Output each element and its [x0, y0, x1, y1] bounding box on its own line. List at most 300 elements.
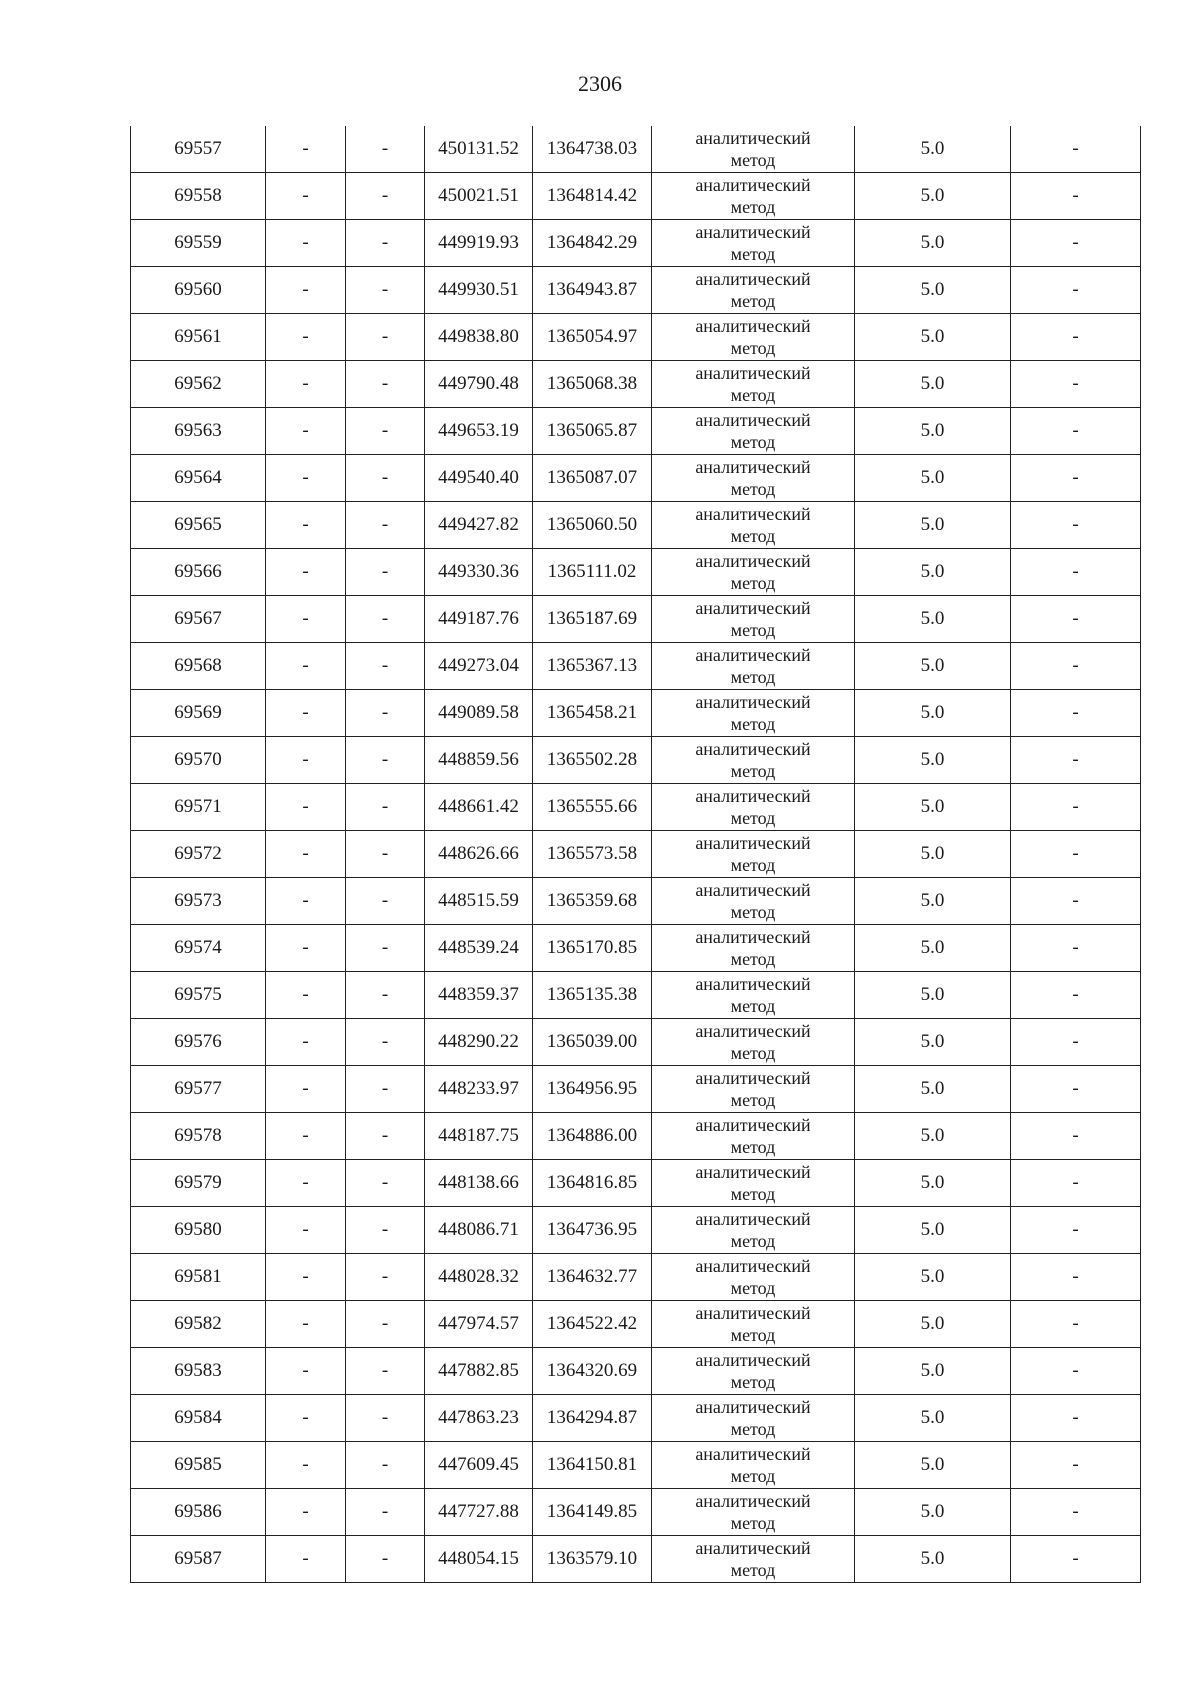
x-coordinate-cell: 448028.32: [425, 1254, 533, 1301]
method-cell: [652, 1207, 855, 1254]
point-number-cell: 69577: [131, 1066, 266, 1113]
method-line-2: метод: [730, 573, 776, 593]
accuracy-cell: 5.0: [855, 596, 1011, 643]
y-coordinate-cell: 1364943.87: [533, 267, 652, 314]
blank-cell-b: -: [346, 502, 425, 549]
method-cell: [652, 455, 855, 502]
blank-cell-a: -: [266, 267, 346, 314]
note-cell: -: [1011, 126, 1141, 173]
method-line-2: метод: [730, 479, 776, 499]
method-line-2: метод: [730, 855, 776, 875]
table-row: [131, 267, 1141, 314]
point-number-cell: 69575: [131, 972, 266, 1019]
x-coordinate-cell: 449653.19: [425, 408, 533, 455]
blank-cell-b: -: [346, 1536, 425, 1583]
method-line-2: метод: [730, 949, 776, 969]
method-line-2: метод: [730, 1372, 776, 1392]
x-coordinate-cell: 449427.82: [425, 502, 533, 549]
point-number-cell: 69584: [131, 1395, 266, 1442]
method-cell: [652, 220, 855, 267]
method-line-2: метод: [730, 244, 776, 264]
method-line-2: метод: [730, 1325, 776, 1345]
accuracy-cell: 5.0: [855, 220, 1011, 267]
y-coordinate-cell: 1365573.58: [533, 831, 652, 878]
blank-cell-a: -: [266, 1536, 346, 1583]
blank-cell-b: -: [346, 690, 425, 737]
table-row: [131, 878, 1141, 925]
blank-cell-b: -: [346, 267, 425, 314]
table-row: [131, 455, 1141, 502]
blank-cell-b: -: [346, 737, 425, 784]
blank-cell-b: -: [346, 643, 425, 690]
method-line-1: аналитический: [695, 1350, 811, 1370]
x-coordinate-cell: 448859.56: [425, 737, 533, 784]
point-number-cell: 69571: [131, 784, 266, 831]
point-number-cell: 69581: [131, 1254, 266, 1301]
point-number-cell: 69566: [131, 549, 266, 596]
method-line-1: аналитический: [695, 1491, 811, 1511]
note-cell: -: [1011, 220, 1141, 267]
blank-cell-b: -: [346, 408, 425, 455]
method-cell: [652, 1442, 855, 1489]
method-cell: [652, 831, 855, 878]
method-line-1: аналитический: [695, 833, 811, 853]
method-cell: [652, 1254, 855, 1301]
table-row: [131, 1066, 1141, 1113]
blank-cell-a: -: [266, 1489, 346, 1536]
point-number-cell: 69565: [131, 502, 266, 549]
blank-cell-b: -: [346, 173, 425, 220]
y-coordinate-cell: 1364320.69: [533, 1348, 652, 1395]
method-line-2: метод: [730, 1090, 776, 1110]
table-row: [131, 1113, 1141, 1160]
blank-cell-b: -: [346, 925, 425, 972]
x-coordinate-cell: 449790.48: [425, 361, 533, 408]
table-row: [131, 502, 1141, 549]
y-coordinate-cell: 1364149.85: [533, 1489, 652, 1536]
point-number-cell: 69573: [131, 878, 266, 925]
x-coordinate-cell: 448539.24: [425, 925, 533, 972]
blank-cell-a: -: [266, 784, 346, 831]
x-coordinate-cell: 448233.97: [425, 1066, 533, 1113]
y-coordinate-cell: 1364150.81: [533, 1442, 652, 1489]
blank-cell-a: -: [266, 408, 346, 455]
y-coordinate-cell: 1365111.02: [533, 549, 652, 596]
accuracy-cell: 5.0: [855, 1066, 1011, 1113]
x-coordinate-cell: 447863.23: [425, 1395, 533, 1442]
note-cell: -: [1011, 1254, 1141, 1301]
note-cell: -: [1011, 1442, 1141, 1489]
point-number-cell: 69587: [131, 1536, 266, 1583]
note-cell: -: [1011, 878, 1141, 925]
method-line-2: метод: [730, 620, 776, 640]
method-cell: [652, 1395, 855, 1442]
blank-cell-b: -: [346, 314, 425, 361]
blank-cell-a: -: [266, 502, 346, 549]
accuracy-cell: 5.0: [855, 972, 1011, 1019]
accuracy-cell: 5.0: [855, 1019, 1011, 1066]
x-coordinate-cell: 448661.42: [425, 784, 533, 831]
table-row: [131, 784, 1141, 831]
blank-cell-b: -: [346, 784, 425, 831]
note-cell: -: [1011, 267, 1141, 314]
note-cell: -: [1011, 1207, 1141, 1254]
method-line-1: аналитический: [695, 598, 811, 618]
point-number-cell: 69567: [131, 596, 266, 643]
table-row: [131, 1348, 1141, 1395]
method-cell: [652, 267, 855, 314]
method-line-2: метод: [730, 761, 776, 781]
y-coordinate-cell: 1363579.10: [533, 1536, 652, 1583]
method-cell: [652, 1113, 855, 1160]
blank-cell-a: -: [266, 925, 346, 972]
method-line-2: метод: [730, 150, 776, 170]
method-line-1: аналитический: [695, 1021, 811, 1041]
x-coordinate-cell: 449919.93: [425, 220, 533, 267]
table-row: [131, 173, 1141, 220]
note-cell: -: [1011, 1348, 1141, 1395]
x-coordinate-cell: 449930.51: [425, 267, 533, 314]
note-cell: -: [1011, 502, 1141, 549]
y-coordinate-cell: 1365367.13: [533, 643, 652, 690]
y-coordinate-cell: 1364886.00: [533, 1113, 652, 1160]
method-cell: [652, 1066, 855, 1113]
y-coordinate-cell: 1364842.29: [533, 220, 652, 267]
point-number-cell: 69576: [131, 1019, 266, 1066]
y-coordinate-cell: 1365065.87: [533, 408, 652, 455]
blank-cell-b: -: [346, 455, 425, 502]
point-number-cell: 69564: [131, 455, 266, 502]
point-number-cell: 69563: [131, 408, 266, 455]
blank-cell-a: -: [266, 737, 346, 784]
point-number-cell: 69562: [131, 361, 266, 408]
note-cell: -: [1011, 690, 1141, 737]
x-coordinate-cell: 447727.88: [425, 1489, 533, 1536]
blank-cell-a: -: [266, 314, 346, 361]
blank-cell-a: -: [266, 1348, 346, 1395]
y-coordinate-cell: 1365060.50: [533, 502, 652, 549]
note-cell: -: [1011, 314, 1141, 361]
blank-cell-a: -: [266, 549, 346, 596]
note-cell: -: [1011, 455, 1141, 502]
blank-cell-a: -: [266, 1160, 346, 1207]
method-line-1: аналитический: [695, 551, 811, 571]
x-coordinate-cell: 449273.04: [425, 643, 533, 690]
accuracy-cell: 5.0: [855, 1113, 1011, 1160]
x-coordinate-cell: 447609.45: [425, 1442, 533, 1489]
x-coordinate-cell: 449089.58: [425, 690, 533, 737]
y-coordinate-cell: 1365054.97: [533, 314, 652, 361]
table-row: [131, 220, 1141, 267]
table-row: [131, 1254, 1141, 1301]
table-row: [131, 1160, 1141, 1207]
method-cell: [652, 314, 855, 361]
y-coordinate-cell: 1364736.95: [533, 1207, 652, 1254]
method-line-1: аналитический: [695, 410, 811, 430]
y-coordinate-cell: 1365187.69: [533, 596, 652, 643]
point-number-cell: 69582: [131, 1301, 266, 1348]
point-number-cell: 69572: [131, 831, 266, 878]
note-cell: -: [1011, 1019, 1141, 1066]
note-cell: -: [1011, 925, 1141, 972]
point-number-cell: 69570: [131, 737, 266, 784]
method-line-1: аналитический: [695, 457, 811, 477]
note-cell: -: [1011, 1066, 1141, 1113]
accuracy-cell: 5.0: [855, 502, 1011, 549]
x-coordinate-cell: 448187.75: [425, 1113, 533, 1160]
y-coordinate-cell: 1365170.85: [533, 925, 652, 972]
accuracy-cell: 5.0: [855, 690, 1011, 737]
y-coordinate-cell: 1364294.87: [533, 1395, 652, 1442]
blank-cell-b: -: [346, 1019, 425, 1066]
x-coordinate-cell: 448086.71: [425, 1207, 533, 1254]
blank-cell-a: -: [266, 690, 346, 737]
point-number-cell: 69561: [131, 314, 266, 361]
method-line-2: метод: [730, 1137, 776, 1157]
accuracy-cell: 5.0: [855, 314, 1011, 361]
blank-cell-a: -: [266, 1442, 346, 1489]
table-row: [131, 1207, 1141, 1254]
method-cell: [652, 126, 855, 173]
point-number-cell: 69568: [131, 643, 266, 690]
blank-cell-a: -: [266, 220, 346, 267]
method-line-1: аналитический: [695, 222, 811, 242]
point-number-cell: 69585: [131, 1442, 266, 1489]
y-coordinate-cell: 1364816.85: [533, 1160, 652, 1207]
point-number-cell: 69574: [131, 925, 266, 972]
table-body: [131, 126, 1141, 1583]
y-coordinate-cell: 1365458.21: [533, 690, 652, 737]
accuracy-cell: 5.0: [855, 1536, 1011, 1583]
x-coordinate-cell: 449330.36: [425, 549, 533, 596]
table-row: [131, 596, 1141, 643]
note-cell: -: [1011, 549, 1141, 596]
note-cell: -: [1011, 408, 1141, 455]
method-line-1: аналитический: [695, 739, 811, 759]
x-coordinate-cell: 448054.15: [425, 1536, 533, 1583]
method-line-2: метод: [730, 526, 776, 546]
table-row: [131, 831, 1141, 878]
table-row: [131, 643, 1141, 690]
method-line-2: метод: [730, 432, 776, 452]
table-row: [131, 126, 1141, 173]
coordinates-table: [130, 126, 1141, 1583]
accuracy-cell: 5.0: [855, 1348, 1011, 1395]
y-coordinate-cell: 1365555.66: [533, 784, 652, 831]
blank-cell-a: -: [266, 1019, 346, 1066]
method-cell: [652, 737, 855, 784]
method-cell: [652, 784, 855, 831]
method-cell: [652, 549, 855, 596]
y-coordinate-cell: 1365135.38: [533, 972, 652, 1019]
accuracy-cell: 5.0: [855, 1489, 1011, 1536]
blank-cell-b: -: [346, 1442, 425, 1489]
method-line-2: метод: [730, 714, 776, 734]
note-cell: -: [1011, 784, 1141, 831]
table-row: [131, 361, 1141, 408]
point-number-cell: 69557: [131, 126, 266, 173]
method-line-2: метод: [730, 1513, 776, 1533]
method-line-1: аналитический: [695, 692, 811, 712]
note-cell: -: [1011, 643, 1141, 690]
method-cell: [652, 1019, 855, 1066]
method-line-1: аналитический: [695, 645, 811, 665]
x-coordinate-cell: 448290.22: [425, 1019, 533, 1066]
accuracy-cell: 5.0: [855, 1254, 1011, 1301]
table-row: [131, 1019, 1141, 1066]
y-coordinate-cell: 1364814.42: [533, 173, 652, 220]
blank-cell-b: -: [346, 1489, 425, 1536]
blank-cell-a: -: [266, 173, 346, 220]
x-coordinate-cell: 447882.85: [425, 1348, 533, 1395]
method-line-1: аналитический: [695, 786, 811, 806]
blank-cell-b: -: [346, 831, 425, 878]
table-row: [131, 737, 1141, 784]
y-coordinate-cell: 1365359.68: [533, 878, 652, 925]
method-cell: [652, 878, 855, 925]
x-coordinate-cell: 449540.40: [425, 455, 533, 502]
table-row: [131, 1442, 1141, 1489]
table-row: [131, 1301, 1141, 1348]
method-cell: [652, 1301, 855, 1348]
y-coordinate-cell: 1365068.38: [533, 361, 652, 408]
method-line-2: метод: [730, 1184, 776, 1204]
accuracy-cell: 5.0: [855, 455, 1011, 502]
point-number-cell: 69579: [131, 1160, 266, 1207]
method-cell: [652, 361, 855, 408]
method-cell: [652, 408, 855, 455]
method-line-2: метод: [730, 1043, 776, 1063]
note-cell: -: [1011, 1160, 1141, 1207]
accuracy-cell: 5.0: [855, 267, 1011, 314]
table-row: [131, 549, 1141, 596]
method-line-2: метод: [730, 1231, 776, 1251]
table-row: [131, 972, 1141, 1019]
table-row: [131, 1536, 1141, 1583]
method-line-2: метод: [730, 1560, 776, 1580]
blank-cell-b: -: [346, 1395, 425, 1442]
method-cell: [652, 1160, 855, 1207]
accuracy-cell: 5.0: [855, 1395, 1011, 1442]
blank-cell-a: -: [266, 972, 346, 1019]
y-coordinate-cell: 1365087.07: [533, 455, 652, 502]
point-number-cell: 69586: [131, 1489, 266, 1536]
x-coordinate-cell: 447974.57: [425, 1301, 533, 1348]
method-line-2: метод: [730, 291, 776, 311]
note-cell: -: [1011, 173, 1141, 220]
accuracy-cell: 5.0: [855, 737, 1011, 784]
table-row: [131, 690, 1141, 737]
blank-cell-b: -: [346, 878, 425, 925]
table-row: [131, 408, 1141, 455]
method-line-1: аналитический: [695, 316, 811, 336]
accuracy-cell: 5.0: [855, 643, 1011, 690]
note-cell: -: [1011, 1395, 1141, 1442]
note-cell: -: [1011, 1536, 1141, 1583]
point-number-cell: 69569: [131, 690, 266, 737]
accuracy-cell: 5.0: [855, 126, 1011, 173]
blank-cell-b: -: [346, 549, 425, 596]
x-coordinate-cell: 450021.51: [425, 173, 533, 220]
accuracy-cell: 5.0: [855, 831, 1011, 878]
point-number-cell: 69560: [131, 267, 266, 314]
table-row: [131, 314, 1141, 361]
method-line-1: аналитический: [695, 1397, 811, 1417]
point-number-cell: 69558: [131, 173, 266, 220]
x-coordinate-cell: 448626.66: [425, 831, 533, 878]
method-line-1: аналитический: [695, 1068, 811, 1088]
x-coordinate-cell: 448515.59: [425, 878, 533, 925]
blank-cell-a: -: [266, 643, 346, 690]
note-cell: -: [1011, 972, 1141, 1019]
method-line-2: метод: [730, 808, 776, 828]
note-cell: -: [1011, 361, 1141, 408]
note-cell: -: [1011, 596, 1141, 643]
x-coordinate-cell: 449187.76: [425, 596, 533, 643]
method-line-1: аналитический: [695, 1162, 811, 1182]
x-coordinate-cell: 450131.52: [425, 126, 533, 173]
blank-cell-b: -: [346, 126, 425, 173]
blank-cell-a: -: [266, 126, 346, 173]
blank-cell-b: -: [346, 1160, 425, 1207]
blank-cell-a: -: [266, 1066, 346, 1113]
accuracy-cell: 5.0: [855, 408, 1011, 455]
accuracy-cell: 5.0: [855, 1160, 1011, 1207]
method-line-1: аналитический: [695, 1209, 811, 1229]
method-line-1: аналитический: [695, 1303, 811, 1323]
point-number-cell: 69578: [131, 1113, 266, 1160]
note-cell: -: [1011, 1489, 1141, 1536]
method-line-2: метод: [730, 197, 776, 217]
method-line-1: аналитический: [695, 1538, 811, 1558]
blank-cell-b: -: [346, 1254, 425, 1301]
method-line-2: метод: [730, 996, 776, 1016]
x-coordinate-cell: 449838.80: [425, 314, 533, 361]
method-line-2: метод: [730, 1466, 776, 1486]
blank-cell-b: -: [346, 1301, 425, 1348]
method-line-2: метод: [730, 338, 776, 358]
accuracy-cell: 5.0: [855, 1207, 1011, 1254]
method-line-1: аналитический: [695, 363, 811, 383]
y-coordinate-cell: 1364522.42: [533, 1301, 652, 1348]
method-line-1: аналитический: [695, 1115, 811, 1135]
method-line-1: аналитический: [695, 1256, 811, 1276]
method-cell: [652, 596, 855, 643]
blank-cell-b: -: [346, 1066, 425, 1113]
blank-cell-a: -: [266, 1113, 346, 1160]
accuracy-cell: 5.0: [855, 549, 1011, 596]
method-cell: [652, 1489, 855, 1536]
blank-cell-b: -: [346, 1113, 425, 1160]
accuracy-cell: 5.0: [855, 878, 1011, 925]
point-number-cell: 69583: [131, 1348, 266, 1395]
method-line-1: аналитический: [695, 974, 811, 994]
method-line-1: аналитический: [695, 504, 811, 524]
blank-cell-a: -: [266, 596, 346, 643]
blank-cell-a: -: [266, 455, 346, 502]
point-number-cell: 69580: [131, 1207, 266, 1254]
y-coordinate-cell: 1365502.28: [533, 737, 652, 784]
method-line-2: метод: [730, 385, 776, 405]
method-line-2: метод: [730, 1278, 776, 1298]
method-line-2: метод: [730, 667, 776, 687]
method-cell: [652, 502, 855, 549]
accuracy-cell: 5.0: [855, 1442, 1011, 1489]
method-line-2: метод: [730, 1419, 776, 1439]
table-row: [131, 925, 1141, 972]
method-cell: [652, 972, 855, 1019]
method-line-1: аналитический: [695, 128, 811, 148]
